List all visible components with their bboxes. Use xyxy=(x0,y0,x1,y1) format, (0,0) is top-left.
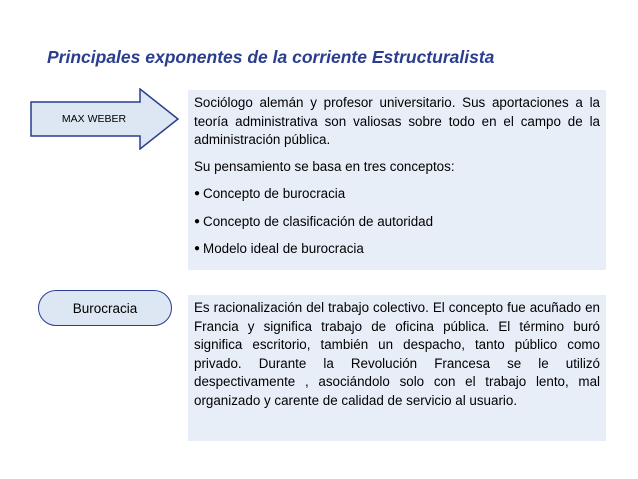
concept-text: Concepto de clasificación de autoridad xyxy=(203,213,434,229)
concept-text: Modelo ideal de burocracia xyxy=(203,241,364,256)
burocracia-label: Burocracia xyxy=(38,290,172,326)
bullet-icon: ● xyxy=(194,243,201,254)
page-title: Principales exponentes de la corriente Estructuralista xyxy=(47,47,495,67)
max-weber-description: Sociólogo alemán y profesor universitario. Sus aportaciones a la teoría administrativa son valiosas sobre todo en el campo de la administración pública. xyxy=(194,95,600,147)
list-item xyxy=(194,185,600,204)
burocracia-description: Es racionalización del trabajo colectivo. El concepto fue acuñado en Francia y significa trabajo de oficina pública. El término buró significa escritorio, también un despacho, tanto público como privado. Durante la Revolución Francesa se le utilizó despectivamente , asociándolo solo con el trabajo lento, mal organizado y carente de calidad de servicio al usuario. xyxy=(194,300,600,408)
list-item xyxy=(194,240,600,259)
burocracia-info-box xyxy=(188,295,606,441)
max-weber-arrow xyxy=(30,88,180,150)
max-weber-label: MAX WEBER xyxy=(61,113,127,125)
bullet-icon: ● xyxy=(194,188,201,199)
max-weber-info-box xyxy=(188,90,606,270)
concepts-intro: Su pensamiento se basa en tres conceptos: xyxy=(194,158,455,174)
bullet-icon: ● xyxy=(194,215,201,227)
list-item xyxy=(194,213,600,232)
concept-text: Concepto de burocracia xyxy=(203,186,346,201)
